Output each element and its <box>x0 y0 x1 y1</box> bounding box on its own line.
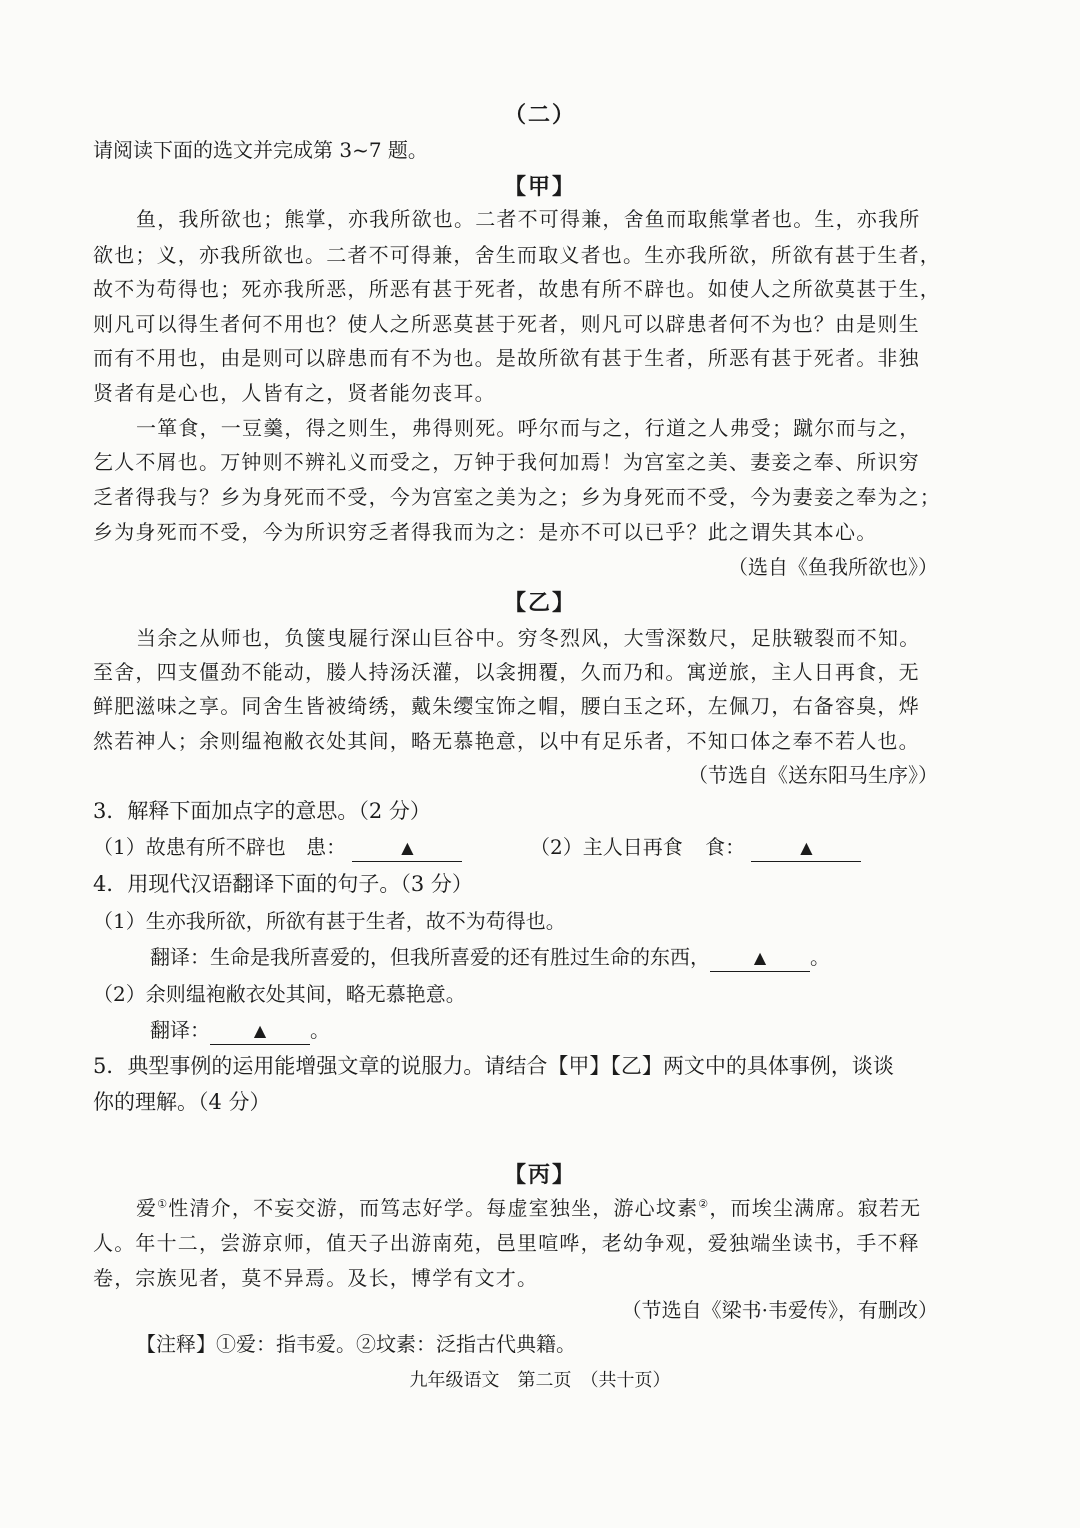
passage-a-line: 则凡可以得生者何不用也？使人之所恶莫甚于死者，则凡可以辟患者何不为也？由是则生 <box>93 312 920 336</box>
passage-b-line: 鲜肥滋味之享。同舍生皆被绮绣，戴朱缨宝饰之帽，腰白玉之环，左佩刀，右备容臭，烨 <box>93 694 920 718</box>
answer-blank-4-1[interactable] <box>710 947 810 972</box>
question-4-item-1: （1）生亦我所欲，所欲有甚于生者，故不为苟得也。 <box>93 909 566 933</box>
passage-a-line: 欲也；义，亦我所欲也。二者不可得兼，舍生而取义者也。生亦我所欲，所欲有甚于生者， <box>93 243 941 267</box>
answer-blank-3-1[interactable] <box>352 837 462 862</box>
passage-a-line: 乡为身死而不受，今为所识穷乏者得我而为之：是亦不可以已乎？此之谓失其本心。 <box>93 520 878 544</box>
question-4-translation-1 <box>150 941 830 970</box>
passage-c-text: ，而埃尘满席。寂若无 <box>709 1196 922 1220</box>
passage-c-line <box>136 1192 921 1221</box>
question-3-item-1-label: （1）故患有所不辟也 <box>93 835 286 859</box>
page-footer: 九年级语文 第二页 （共十页） <box>409 1370 671 1391</box>
triangle-marker-icon: ▲ <box>800 838 813 857</box>
passage-c-source: （节选自《梁书·韦爱传》，有删改） <box>621 1298 938 1322</box>
passage-b-line: 然若神人；余则缊袍敝衣处其间，略无慕艳意，以中有足乐者，不知口体之奉不若人也。 <box>93 729 920 753</box>
passage-c-text: 爱 <box>136 1196 158 1220</box>
question-3-item-2 <box>530 831 861 860</box>
question-4-translation-2 <box>150 1014 330 1043</box>
passage-a-line: 乞人不屑也。万钟则不辨礼义而受之，万钟于我何加焉！为宫室之美、妻妾之奉、所识穷 <box>93 450 920 474</box>
section-title: （二） <box>503 102 576 128</box>
period: 。 <box>810 945 830 969</box>
question-3-item-2-label: （2）主人日再食 <box>530 835 683 859</box>
passage-b-line: 至舍，四支僵劲不能动，媵人持汤沃灌，以衾拥覆，久而乃和。寓逆旅，主人日再食，无 <box>93 660 920 684</box>
question-5-line-2: 你的理解。（4 分） <box>93 1090 271 1114</box>
passage-a-line: 一箪食，一豆羹，得之则生，弗得则死。呼尔而与之，行道之人弗受；蹴尔而与之， <box>136 416 921 440</box>
answer-blank-4-2[interactable] <box>210 1020 310 1045</box>
answer-blank-3-2[interactable] <box>751 837 861 862</box>
passage-c-line: 人。年十二，尝游京师，值天子出游南苑，邑里喧哗，老幼争观，爱独端坐读书，手不释 <box>93 1231 920 1255</box>
footnote-ref-2: ② <box>698 1197 710 1211</box>
question-4-translation-1-text: 翻译：生命是我所喜爱的，但我所喜爱的还有胜过生命的东西， <box>150 945 710 969</box>
passage-a-line: 故不为苟得也；死亦我所恶，所恶有甚于死者，故患有所不辟也。如使人之所欲莫甚于生， <box>93 277 941 301</box>
instructions: 请阅读下面的选文并完成第 3~7 题。 <box>93 138 428 162</box>
passage-b-source: （节选自《送东阳马生序》） <box>688 763 938 787</box>
passage-a-line: 乏者得我与？乡为身死而不受，今为宫室之美为之；乡为身死而不受，今为妻妾之奉为之； <box>93 485 941 509</box>
triangle-marker-icon: ▲ <box>401 838 414 857</box>
question-4-translation-2-text: 翻译： <box>150 1018 210 1042</box>
triangle-marker-icon: ▲ <box>253 1021 267 1040</box>
question-3-stem: 3．解释下面加点字的意思。（2 分） <box>93 799 431 823</box>
passage-b-heading: 【乙】 <box>503 590 576 616</box>
question-3-item-1 <box>93 831 462 860</box>
question-4-stem: 4．用现代汉语翻译下面的句子。（3 分） <box>93 872 473 896</box>
question-4-item-2: （2）余则缊袍敝衣处其间，略无慕艳意。 <box>93 982 466 1006</box>
passage-a-source: （选自《鱼我所欲也》） <box>728 555 938 579</box>
question-3-item-1-char: 患： <box>306 835 347 859</box>
footnote-ref-1: ① <box>157 1197 169 1211</box>
passage-a-line: 而有不用也，由是则可以辟患而有不为也。是故所欲有甚于生者，所恶有甚于死者。非独 <box>93 346 920 370</box>
question-5-line-1: 5．典型事例的运用能增强文章的说服力。请结合【甲】【乙】两文中的具体事例，谈谈 <box>93 1054 894 1078</box>
passage-c-heading: 【丙】 <box>503 1162 576 1188</box>
triangle-marker-icon: ▲ <box>753 948 767 967</box>
passage-b-line: 当余之从师也，负箧曳屣行深山巨谷中。穷冬烈风，大雪深数尺，足肤皲裂而不知。 <box>136 626 921 650</box>
passage-a-line: 鱼，我所欲也；熊掌，亦我所欲也。二者不可得兼，舍鱼而取熊掌者也。生，亦我所 <box>136 207 921 231</box>
passage-a-line: 贤者有是心也，人皆有之，贤者能勿丧耳。 <box>93 381 496 405</box>
passage-c-line: 卷，宗族见者，莫不异焉。及长，博学有文才。 <box>93 1266 539 1290</box>
question-3-item-2-char: 食： <box>705 835 746 859</box>
passage-a-heading: 【甲】 <box>503 174 576 200</box>
period: 。 <box>310 1018 330 1042</box>
passage-c-notes: 【注释】①爱：指韦爱。②坟素：泛指古代典籍。 <box>136 1332 576 1356</box>
passage-c-text: 性清介，不妄交游，而笃志好学。每虚室独坐，游心坟素 <box>168 1196 699 1220</box>
